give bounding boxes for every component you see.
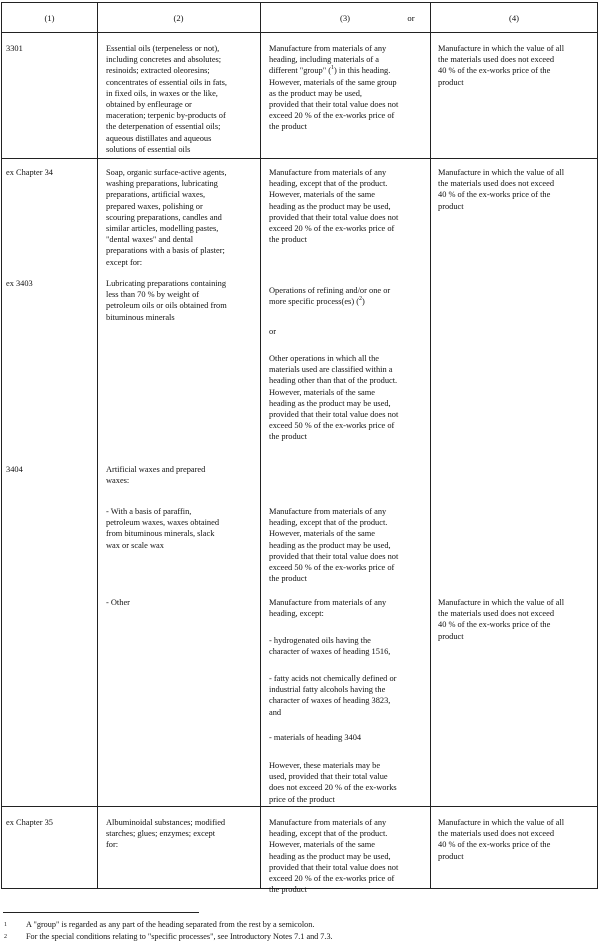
row-col3-list-item: - hydrogenated oils having the character of waxes of heading 1516, <box>269 636 391 657</box>
row-col4-text: Manufacture in which the value of all the materials used does not exceed 40 % of the ex-works price of the product <box>438 598 565 641</box>
row-description: Albuminoidal substances; modified starches; glues; enzymes; except for: <box>106 818 226 850</box>
footnote <box>4 932 333 942</box>
row-col3-list-item: - materials of heading 3404 <box>269 733 362 742</box>
row-code: 3404 <box>6 465 23 474</box>
header-col1: (1) <box>44 13 55 23</box>
row-col3-text: Manufacture from materials of any heading, except: <box>269 598 387 619</box>
footnote-ref[interactable]: 1 <box>331 65 335 72</box>
column-divider <box>260 3 261 888</box>
row-col3-text: However, these materials may be used, provided that their total value does not exceed 20 % of the ex-works price of the product <box>269 761 397 804</box>
row-code: ex Chapter 35 <box>6 818 53 827</box>
footnote <box>4 920 314 930</box>
row-col4-text: Manufacture in which the value of all the materials used does not exceed 40 % of the ex-works price of the product <box>438 818 565 861</box>
header-col4: (4) <box>508 13 520 23</box>
row-divider <box>2 806 597 807</box>
footnote-number: 1 <box>4 922 7 928</box>
row-col4-text: Manufacture in which the value of all the materials used does not exceed 40 % of the ex-works price of the product <box>438 168 565 211</box>
row-col4-text: Manufacture in which the value of all the materials used does not exceed 40 % of the ex-works price of the product <box>438 44 565 87</box>
header-or: or <box>407 13 415 23</box>
row-code: ex 3403 <box>6 279 33 288</box>
column-divider <box>97 3 98 888</box>
footnote-ref[interactable]: 2 <box>359 296 362 303</box>
row-col3-text: Manufacture from materials of any heading, except that of the product. However, materials of the same heading as the product may be used, provided that their total value does not exceed 50 % of the ex-works price of the product <box>269 507 399 584</box>
row-sub-description: - Other <box>106 598 130 607</box>
row-description: Soap, organic surface-active agents, washing preparations, lubricating preparations, artificial waxes, prepared waxes, polishing or scouring preparations, candles and similar articles, modelling pastes, "dental waxes" and dental preparations with a basis of plaster; except for: <box>106 168 227 267</box>
row-col3-text: Operations of refining and/or one or more specific process(es) ($^2$) <box>269 286 391 307</box>
footnote-text: For the special conditions relating to "specific processes", see Introductory Notes 7.1 and 7.3. <box>26 932 333 941</box>
row-description: Artificial waxes and prepared waxes: <box>106 465 206 486</box>
row-col3-text: Manufacture from materials of any heading, except that of the product. However, materials of the same heading as the product may be used, provided that their total value does not exceed 20 % of the ex-works price of the product <box>269 818 399 895</box>
rules-of-origin-table <box>1 2 598 895</box>
column-divider <box>430 3 431 888</box>
row-col3-or: or <box>269 327 276 336</box>
row-sub-description: - With a basis of paraffin, petroleum waxes, waxes obtained from bituminous minerals, slack wax or scale wax <box>106 507 220 550</box>
footnote-text: A "group" is regarded as any part of the heading separated from the rest by a semicolon. <box>26 920 315 929</box>
row-col3-text: Manufacture from materials of any heading, including materials of a different "group" ($^1$) in this heading. However, materials of the same group as the product may be used, provided that their total value does not exceed 20 % of the ex-works price of the product <box>269 44 399 132</box>
row-code: 3301 <box>6 44 23 53</box>
row-description: Lubricating preparations containing less than 70 % by weight of petroleum oils or oils obtained from bituminous minerals <box>106 279 227 322</box>
row-divider <box>2 158 597 159</box>
row-col3-list-item: - fatty acids not chemically defined or industrial fatty alcohols having the character of waxes of heading 3823, and <box>269 674 397 717</box>
footnote-number: 2 <box>4 934 7 940</box>
row-description: Essential oils (terpeneless or not), including concretes and absolutes; resinoids; extracted oleoresins; concentrates of essential oils in fats, in fixed oils, in waxes or the like, obtained by enfleurage or maceration; terpenic by-products of the deterpenation of essential oils; aqueous distillates and aqueous solutions of essential oils <box>106 44 227 154</box>
header-col3: (3) <box>339 13 351 23</box>
header-divider <box>2 32 597 33</box>
row-col3-text: Manufacture from materials of any heading, except that of the product. However, materials of the same heading as the product may be used, provided that their total value does not exceed 20 % of the ex-works price of the product <box>269 168 399 245</box>
header-col2: (2) <box>173 13 184 23</box>
row-code: ex Chapter 34 <box>6 168 53 177</box>
row-col3-text: Other operations in which all the materials used are classified within a heading other than that of the product. However, materials of the same heading as the product may be used, provided that their total value does not exceed 50 % of the ex-works price of the product <box>269 354 399 442</box>
footnote-separator <box>3 912 199 913</box>
